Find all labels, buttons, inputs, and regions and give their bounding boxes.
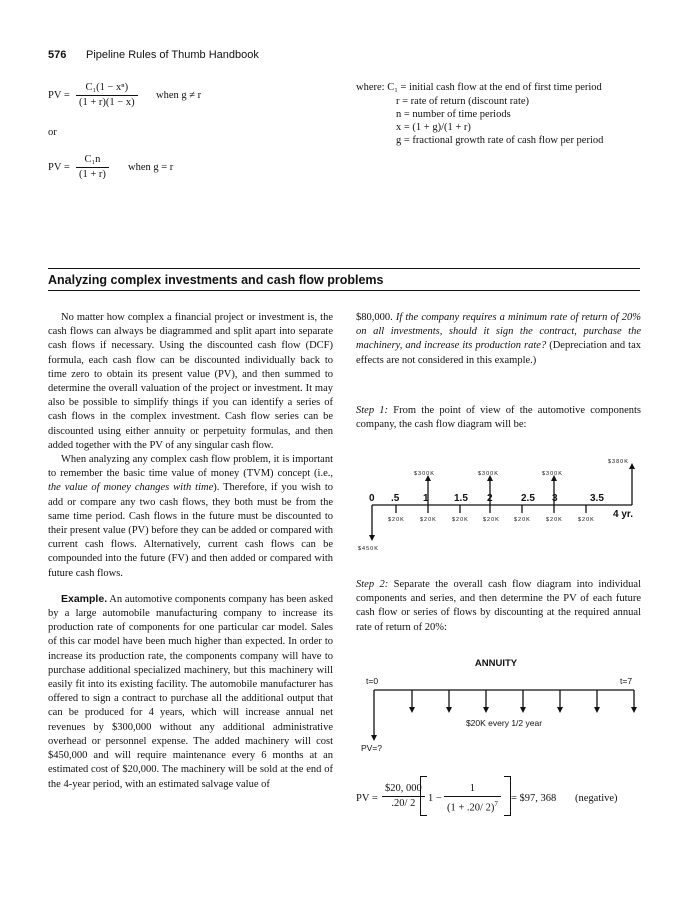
t7-label: t=7 xyxy=(620,676,633,686)
section-rule-top xyxy=(48,268,640,269)
left-bracket xyxy=(420,776,427,816)
axis-label-0: 0 xyxy=(369,493,375,504)
annuity-title: ANNUITY xyxy=(474,658,518,669)
where-line-5: g = fractional growth rate of cash flow per period xyxy=(396,135,604,146)
page-number: 576 xyxy=(48,49,67,61)
inflow-label-4: $380K xyxy=(608,459,629,465)
where-line-1: where: C₁ = initial cash flow at the end of first time period xyxy=(356,82,602,93)
result-numerator: $20, 000 xyxy=(382,782,425,797)
axis-label-1-5: 1.5 xyxy=(454,493,468,504)
formula-1 xyxy=(76,81,138,110)
example-label: Example. xyxy=(61,592,108,605)
or-text: or xyxy=(48,127,57,138)
contract-question: $80,000. If the company requires a minimum rate of return of 20% on all investments, should it sign the contract, purchase the machinery, and increase its production rate? (Depreciation and tax effects are not considered in this example.) xyxy=(356,312,641,366)
result-value: = $97, 368 xyxy=(511,793,557,804)
step-1: Step 1: From the point of view of the automotive components company, the cash flow diagram will be: xyxy=(356,405,641,431)
result-pv-label: PV = xyxy=(356,793,378,804)
left-column xyxy=(48,311,333,792)
formula-2 xyxy=(76,153,109,182)
result-fraction xyxy=(382,782,425,811)
where-line-2: r = rate of return (discount rate) xyxy=(396,96,530,107)
where-line-3: n = number of time periods xyxy=(396,109,511,120)
outflow-label-6: $20K xyxy=(546,517,563,523)
formula-2-condition: when g = r xyxy=(128,162,174,173)
result-denominator: .20/ 2 xyxy=(391,798,416,809)
section-title: Analyzing complex investments and cash flow problems xyxy=(48,273,384,287)
outflow-label-2: $20K xyxy=(420,517,437,523)
inflow-label-3: $300K xyxy=(542,471,563,477)
t0-label: t=0 xyxy=(366,676,379,686)
axis-label-0-5: .5 xyxy=(391,493,400,504)
section-rule-bottom xyxy=(48,290,640,291)
step-2: Step 2: Separate the overall cash flow diagram into individual components and series, and then determine the PV of each future cash flow or series of flows by discounting at the required annual rate of return of 20%: xyxy=(356,579,641,633)
running-header: Pipeline Rules of Thumb Handbook xyxy=(86,49,259,61)
inflow-label-2: $300K xyxy=(478,471,499,477)
formula-1-denominator: (1 + r)(1 − x) xyxy=(79,97,135,108)
formula-2-denominator: (1 + r) xyxy=(79,169,106,180)
result-inner-denominator: (1 + .20/ 2)$^7$ xyxy=(447,800,498,814)
example-paragraph: Example. An automotive components company has been asked by a large automobile manufacturing company to increase its production rate of components for one particular car model. Sales of this car model have been much higher than expected. In order to increase its production rate, the components company will have to purchase additional specialized machinery, but this machinery will easily fit into its existing facility. The automobile manufacturer has offered to sign a contract to purchase all the additional output that can be produced for 4 years, which will increase annual net revenues by $300,000 without any additional administrative overhead or personnel expense. The added machinery will cost $450,000 and will require maintenance every 6 months at an estimated cost of $20,000. The machinery will be sold at the end of the 4-year period, with an estimated salvage value of xyxy=(48,592,333,790)
outflow-label-1: $20K xyxy=(388,517,405,523)
axis-label-1: 1 xyxy=(423,493,429,504)
formula-2-numerator: C₁n xyxy=(76,153,109,168)
axis-label-2: 2 xyxy=(487,493,493,504)
outflow-label-5: $20K xyxy=(514,517,531,523)
result-exponent: 7 xyxy=(494,800,498,808)
result-note: (negative) xyxy=(575,793,618,804)
right-bracket xyxy=(504,776,511,816)
pv-label-2: PV = xyxy=(48,162,70,173)
initial-outflow-label: $450K xyxy=(358,546,379,552)
cash-flow-diagram xyxy=(356,452,646,560)
axis-label-4-yr: 4 yr. xyxy=(613,509,634,520)
inflow-label-1: $300K xyxy=(414,471,435,477)
axis-label-3: 3 xyxy=(552,493,558,504)
annuity-diagram xyxy=(356,654,646,760)
formula-1-numerator: C₁(1 − xⁿ) xyxy=(76,81,138,96)
where-line-4: x = (1 + g)/(1 + r) xyxy=(396,122,471,133)
result-inner-fraction xyxy=(444,782,501,816)
axis-label-2-5: 2.5 xyxy=(521,493,535,504)
paragraph-2: When analyzing any complex cash flow problem, it is important to remember the basic time value of money (TVM) concept (i.e., the value of money changes with time). Therefore, if you wish to add or compare any two cash flows, they both must be from the same time period. Cash flows in the future must be discounted to their present value (PV) before they can be added or compared with current cash flows. Alternatively, current cash flows can be compounded into the future (FV) and then added or compared with future cash flows. xyxy=(48,454,333,579)
series-label: $20K every 1/2 year xyxy=(465,718,543,728)
paragraph-1: No matter how complex a financial project or investment is, the cash flows can always be diagrammed and split apart into separate cash flows if necessary. Using the discounted cash flow (DCF) formula, each cash flow can be discounted individually back to time zero to obtain its present value (PV), and then summed to determine the overall valuation of the project or investment. It may also be possible to simplify things if you can identify a series of cash flows in the complex investment. Cash flow series can be discounted using either annuity or perpetuity formulas, and then added together with the PV of any singular cash flow. xyxy=(48,312,333,451)
outflow-label-4: $20K xyxy=(483,517,500,523)
right-column-top xyxy=(356,311,641,368)
result-inner-numerator: 1 xyxy=(444,782,501,797)
outflow-label-3: $20K xyxy=(452,517,469,523)
axis-label-3-5: 3.5 xyxy=(590,493,604,504)
outflow-label-7: $20K xyxy=(578,517,595,523)
pv-question-label: PV=? xyxy=(361,743,383,753)
pv-label-1: PV = xyxy=(48,90,70,101)
formula-1-condition: when g ≠ r xyxy=(156,90,202,101)
result-one-minus: 1 − xyxy=(428,793,442,804)
